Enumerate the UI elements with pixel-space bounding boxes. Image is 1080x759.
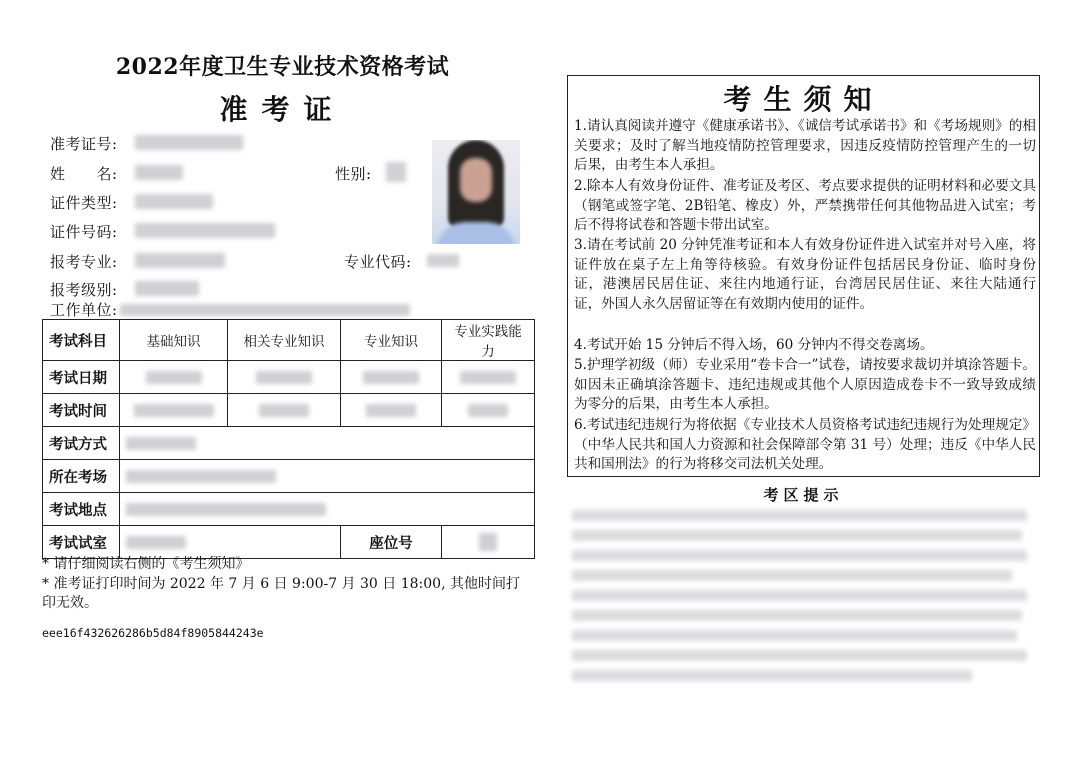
notice-item: 4.考试开始 15 分钟后不得入场，60 分钟内不得交卷离场。 [574,337,934,353]
notice-title: 考生须知 [723,83,884,116]
major-code-value-redacted [427,254,459,267]
date-cell [228,361,341,394]
address-header: 考试地点 [43,493,120,526]
document-subtitle: 准考证 [219,93,346,126]
level-label: 报考级别: [50,281,118,299]
time-cell [341,394,442,427]
time-cell [120,394,228,427]
notice-item: 2.除本人有效身份证件、准考证及考区、考点要求提供的证明材料和必要文具（钢笔或签字笔、2B铅笔、橡皮）外，严禁携带任何其他物品进入试室；考后不得将试卷和答题卡带出试室。 [574,178,1036,234]
table-row [43,361,535,394]
site-cell [120,460,535,493]
work-unit-label: 工作单位: [50,301,118,319]
work-unit-value-redacted [120,304,410,316]
method-header: 考试方式 [43,427,120,460]
subject-cell: 相关专业知识 [228,320,341,361]
time-header: 考试时间 [43,394,120,427]
subject-cell: 专业实践能力 [442,320,535,361]
room-cell [120,526,341,559]
note-print-time: * 准考证打印时间为 2022 年 7 月 6 日 9:00-7 月 30 日 18:00, 其他时间打印无效。 [42,576,520,611]
table-row [43,493,535,526]
table-row [43,394,535,427]
exam-area-tips-title: 考区提示 [763,486,844,504]
seat-cell [442,526,535,559]
subject-header: 考试科目 [43,320,120,361]
date-header: 考试日期 [43,361,120,394]
time-cell [228,394,341,427]
table-row [43,460,535,493]
exam-schedule-table [42,319,535,559]
table-row [43,427,535,460]
site-header: 所在考场 [43,460,120,493]
ticket-no-label: 准考证号: [50,135,118,153]
level-value-redacted [135,281,199,296]
major-code-label: 专业代码: [344,253,412,271]
table-row [43,320,535,361]
gender-value-redacted [386,162,406,182]
candidate-photo [432,140,520,244]
room-header: 考试试室 [43,526,120,559]
notice-item: 1.请认真阅读并遵守《健康承诺书》、《诚信考试承诺书》和《考场规则》的相关要求；及时了解当地疫情防控管理要求，因违反疫情防控管理产生的一切后果，由考生本人承担。 [574,118,1036,174]
address-cell [120,493,535,526]
id-type-value-redacted [135,194,213,209]
notice-item: 6.考试违纪违规行为将依据《专业技术人员资格考试违纪违规行为处理规定》（中华人民共和国人力资源和社会保障部令第 31 号）处理；违反《中华人民共和国刑法》的行为将移交司法机关处理。 [574,417,1036,473]
method-cell [120,427,535,460]
gender-label: 性别: [335,165,372,183]
document-title: 2022年度卫生专业技术资格考试 [115,54,450,80]
major-label: 报考专业: [50,253,118,271]
table-row [43,526,535,559]
date-cell [341,361,442,394]
date-cell [442,361,535,394]
date-cell [120,361,228,394]
ticket-no-value-redacted [135,135,243,150]
name-value-redacted [135,165,183,180]
name-label: 姓 名: [50,165,118,183]
id-no-label: 证件号码: [50,223,118,241]
time-cell [442,394,535,427]
major-value-redacted [135,253,225,268]
id-type-label: 证件类型: [50,194,118,212]
subject-cell: 基础知识 [120,320,228,361]
notice-item: 3.请在考试前 20 分钟凭准考证和本人有效身份证件进入试室并对号入座，将证件放在桌子左上角等待核验。有效身份证件包括居民身份证、临时身份证，港澳居民居住证、来往内地通行证，台湾居民居住证、来往大陆通行证，外国人永久居留证等在有效期内使用的证件。 [574,237,1036,312]
verification-hash: eee16f432626286b5d84f8905844243e [42,626,264,640]
notice-item: 5.护理学初级（师）专业采用“卷卡合一”试卷，请按要求裁切并填涂答题卡。如因未正确填涂答题卡、违纪违规或其他个人原因造成卷卡不一致导致成绩为零分的后果，由考生本人承担。 [574,357,1036,413]
note-read-instructions: * 请仔细阅读右侧的《考生须知》 [42,556,250,572]
id-no-value-redacted [135,223,275,238]
seat-header: 座位号 [341,526,442,559]
subject-cell: 专业知识 [341,320,442,361]
